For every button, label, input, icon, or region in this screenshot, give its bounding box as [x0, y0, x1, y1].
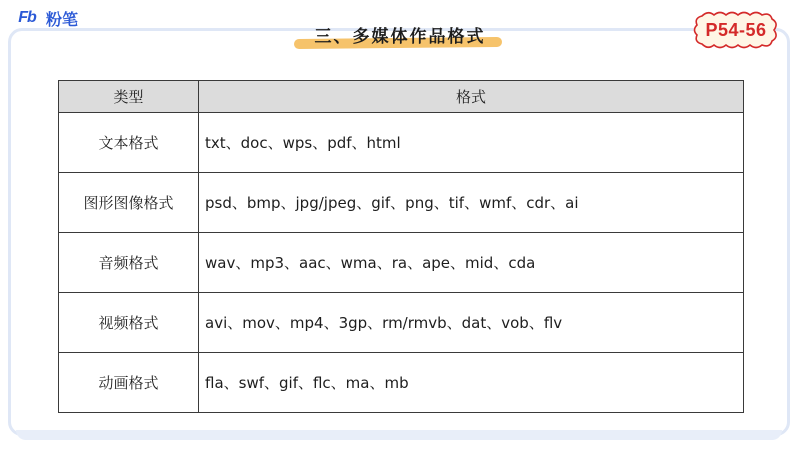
format-cell: avi、mov、mp4、3gp、rm/rmvb、dat、vob、flv [199, 293, 744, 353]
format-table [58, 80, 744, 413]
header-type: 类型 [59, 81, 199, 113]
logo-mark: Fb [18, 9, 36, 26]
table-row [59, 113, 744, 173]
type-cell: 音频格式 [59, 233, 199, 293]
slide-frame-shadow [16, 430, 782, 440]
brand-logo [12, 8, 78, 28]
brand-name: 粉笔 [46, 9, 79, 29]
type-cell: 动画格式 [59, 353, 199, 413]
format-cell: txt、doc、wps、pdf、html [199, 113, 744, 173]
format-cell: wav、mp3、aac、wma、ra、ape、mid、cda [199, 233, 744, 293]
table-row [59, 233, 744, 293]
table-row [59, 353, 744, 413]
type-cell: 图形图像格式 [59, 173, 199, 233]
format-cell: psd、bmp、jpg/jpeg、gif、png、tif、wmf、cdr、ai [199, 173, 744, 233]
type-cell: 文本格式 [59, 113, 199, 173]
page-range-label: P54-56 [705, 19, 767, 40]
page-badge [692, 10, 780, 50]
title-block [290, 18, 510, 52]
table-row [59, 293, 744, 353]
type-cell: 视频格式 [59, 293, 199, 353]
page-title: 三、多媒体作品格式 [314, 27, 486, 47]
table-row [59, 173, 744, 233]
format-cell: fla、swf、gif、flc、ma、mb [199, 353, 744, 413]
header-format: 格式 [199, 81, 744, 113]
table-header-row [59, 81, 744, 113]
